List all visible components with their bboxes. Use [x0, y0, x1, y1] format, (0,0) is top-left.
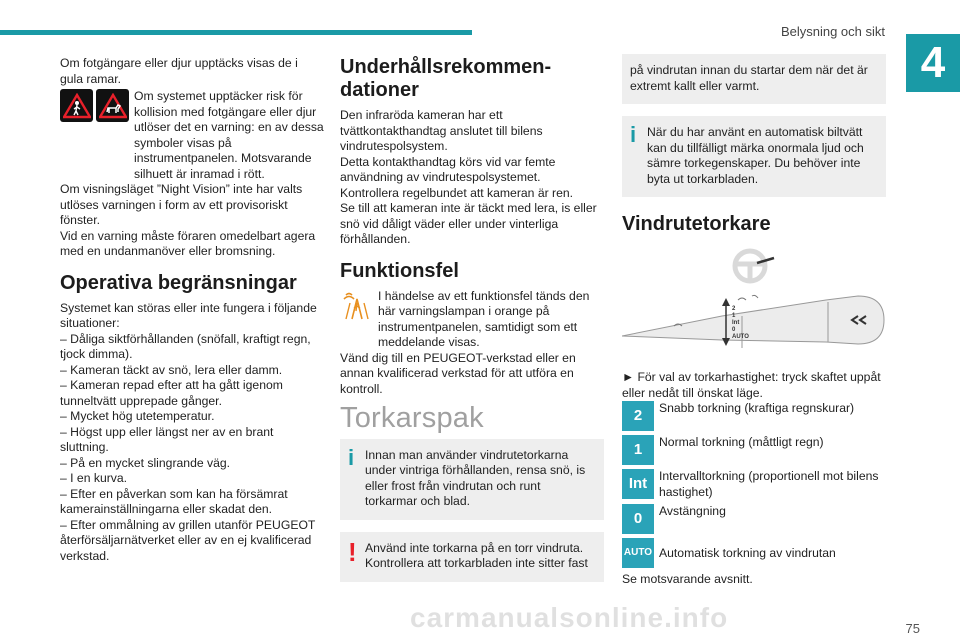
- info-box-carwash: [622, 116, 886, 197]
- stalk-label-1: 1: [732, 313, 736, 319]
- mode-badge: 2: [622, 401, 654, 431]
- limit-item: – Dåliga siktförhållanden (snöfall, kraftigt regn, tjock dimma).: [60, 331, 311, 361]
- section-title: Belysning och sikt: [780, 24, 885, 39]
- fault-text: I händelse av ett funktionsfel tänds den här varningslampan i orange på instrumentpanelen, samtidigt som ett meddelande visas.: [378, 288, 590, 349]
- mode-row: [622, 538, 886, 568]
- limit-item: – Mycket hög utetemperatur.: [60, 409, 215, 423]
- mode-row: [622, 435, 886, 465]
- info-box: [340, 439, 604, 520]
- limit-item: – I en kurva.: [60, 471, 128, 485]
- maintenance-text: Se till att kameran inte är täckt med lera, is eller snö vid dåligt väder eller under vinterliga förhållanden.: [340, 201, 597, 246]
- stalk-label-int: Int: [732, 320, 740, 326]
- warning-text-continued: på vindrutan innan du startar dem när det är extremt kallt eller varmt.: [630, 63, 868, 93]
- mode-row: [622, 469, 886, 500]
- pedestrian-warning-icon: [60, 89, 93, 122]
- warning-icon: !: [348, 536, 357, 567]
- limits-intro: Systemet kan störas eller inte fungera i följande situationer:: [60, 300, 317, 330]
- steering-wheel-icon: [730, 246, 776, 286]
- camera-fault-icon: [340, 289, 374, 323]
- limits-heading: Operativa begränsningar: [60, 271, 297, 294]
- maintenance-text: Kontrollera regelbundet att kameran är ren.: [340, 185, 574, 200]
- header-accent-bar: [0, 30, 472, 35]
- wiper-stalk-illustration: [622, 292, 886, 362]
- mode-badge: AUTO: [622, 538, 654, 568]
- limit-item: – Högst upp eller längst ner av en brant sluttning.: [60, 424, 274, 454]
- info-icon: i: [630, 122, 637, 147]
- limit-item: – Kameran repad efter att ha gått igenom tunneltvätt upprepade gånger.: [60, 378, 283, 408]
- stalk-label-2: 2: [732, 306, 736, 312]
- watermark: carmanualsonline.info: [410, 602, 729, 633]
- limit-item: – Kameran täckt av snö, lera eller damm.: [60, 362, 283, 377]
- warning-box-continued: [622, 54, 886, 104]
- mode-badge: 1: [622, 435, 654, 465]
- warning-box: [340, 532, 604, 582]
- maintenance-text: Den infraröda kameran har ett tvättkontakthandtag anslutet till bilens vindrutespolsystem.: [340, 108, 543, 153]
- symbols-text-head: [134, 89, 324, 182]
- mode-text: Normal torkning (måttligt regn): [659, 435, 824, 449]
- warning-text: Använd inte torkarna på en torr vindruta. Kontrollera att torkarbladen inte sitter fast: [365, 540, 588, 570]
- maintenance-text: Detta kontakthandtag körs vid var femte användning av vindrutespolsystemet.: [340, 154, 556, 184]
- mode-badge: Int: [622, 469, 654, 499]
- mode-text: Snabb torkning (kraftiga regnskurar): [659, 401, 855, 415]
- mode-text: Intervalltorkning (proportionell mot bilens hastighet): [659, 469, 879, 499]
- page-number: 75: [905, 621, 920, 636]
- mode-text: Automatisk torkning av vindrutan: [659, 546, 836, 560]
- stalk-heading: Torkarspak: [340, 402, 484, 434]
- instruction-text: ► För val av torkarhastighet: tryck skaftet uppåt eller nedåt till önskat läge.: [622, 370, 881, 400]
- column-1: [60, 56, 324, 564]
- column-2: [340, 56, 604, 582]
- alert-text: Vid en varning måste föraren omedelbart agera med en undanmanöver eller bromsning.: [60, 228, 316, 258]
- fault-heading: Funktionsfel: [340, 259, 459, 282]
- limit-item: – På en mycket slingrande väg.: [60, 455, 231, 470]
- column-3: [622, 56, 886, 588]
- info-icon: i: [348, 444, 355, 470]
- info-carwash-text: När du har använt en automatisk biltvätt kan du tillfälligt märka onormala ljud och sämre torkegenskaper. Du behöver inte byta ut torkarbladen.: [647, 125, 864, 186]
- mode-text: Avstängning: [659, 504, 726, 518]
- info-text: Innan man använder vindrutetorkarna under vintriga förhållanden, rensa snö, is eller frost från vindrutan och runt torkarmar och blad.: [365, 447, 586, 508]
- intro-text: Om fotgängare eller djur upptäcks visas de i gula ramar.: [60, 56, 298, 86]
- see-section-text: Se motsvarande avsnitt.: [622, 572, 753, 586]
- mode-row: [622, 504, 886, 534]
- fault-contact-text: Vänd dig till en PEUGEOT-verkstad eller en annan kvalificerad verkstad för att utföra en kontroll.: [340, 350, 576, 396]
- night-vision-text: Om visningsläget ”Night Vision” inte har valts utlöses varningen i form av ett provisoriskt fönster.: [60, 182, 303, 227]
- animal-warning-icon: [96, 89, 129, 122]
- symbols-text: Om systemet upptäcker risk för kollision med fotgängare eller djur utlöser det en varning: en av dessa symboler visas på instrumentpanelen. Motsvarande silhuett är inramad i rött.: [134, 89, 324, 181]
- stalk-label-auto: AUTO: [732, 334, 749, 340]
- chapter-number: 4: [906, 34, 960, 92]
- limit-item: – Efter en påverkan som kan ha försämrat kamerainställningarna eller skadat den.: [60, 486, 288, 516]
- limit-item: – Efter ommålning av grillen utanför PEUGEOT återförsäljarnätverket eller av en ej kvalificerad verkstad.: [60, 517, 316, 563]
- wiper-heading: Vindrutetorkare: [622, 213, 771, 235]
- mode-row: [622, 401, 886, 431]
- mode-badge: 0: [622, 504, 654, 534]
- maintenance-heading: Underhållsrekommen-dationer: [340, 56, 552, 101]
- stalk-label-0: 0: [732, 327, 736, 333]
